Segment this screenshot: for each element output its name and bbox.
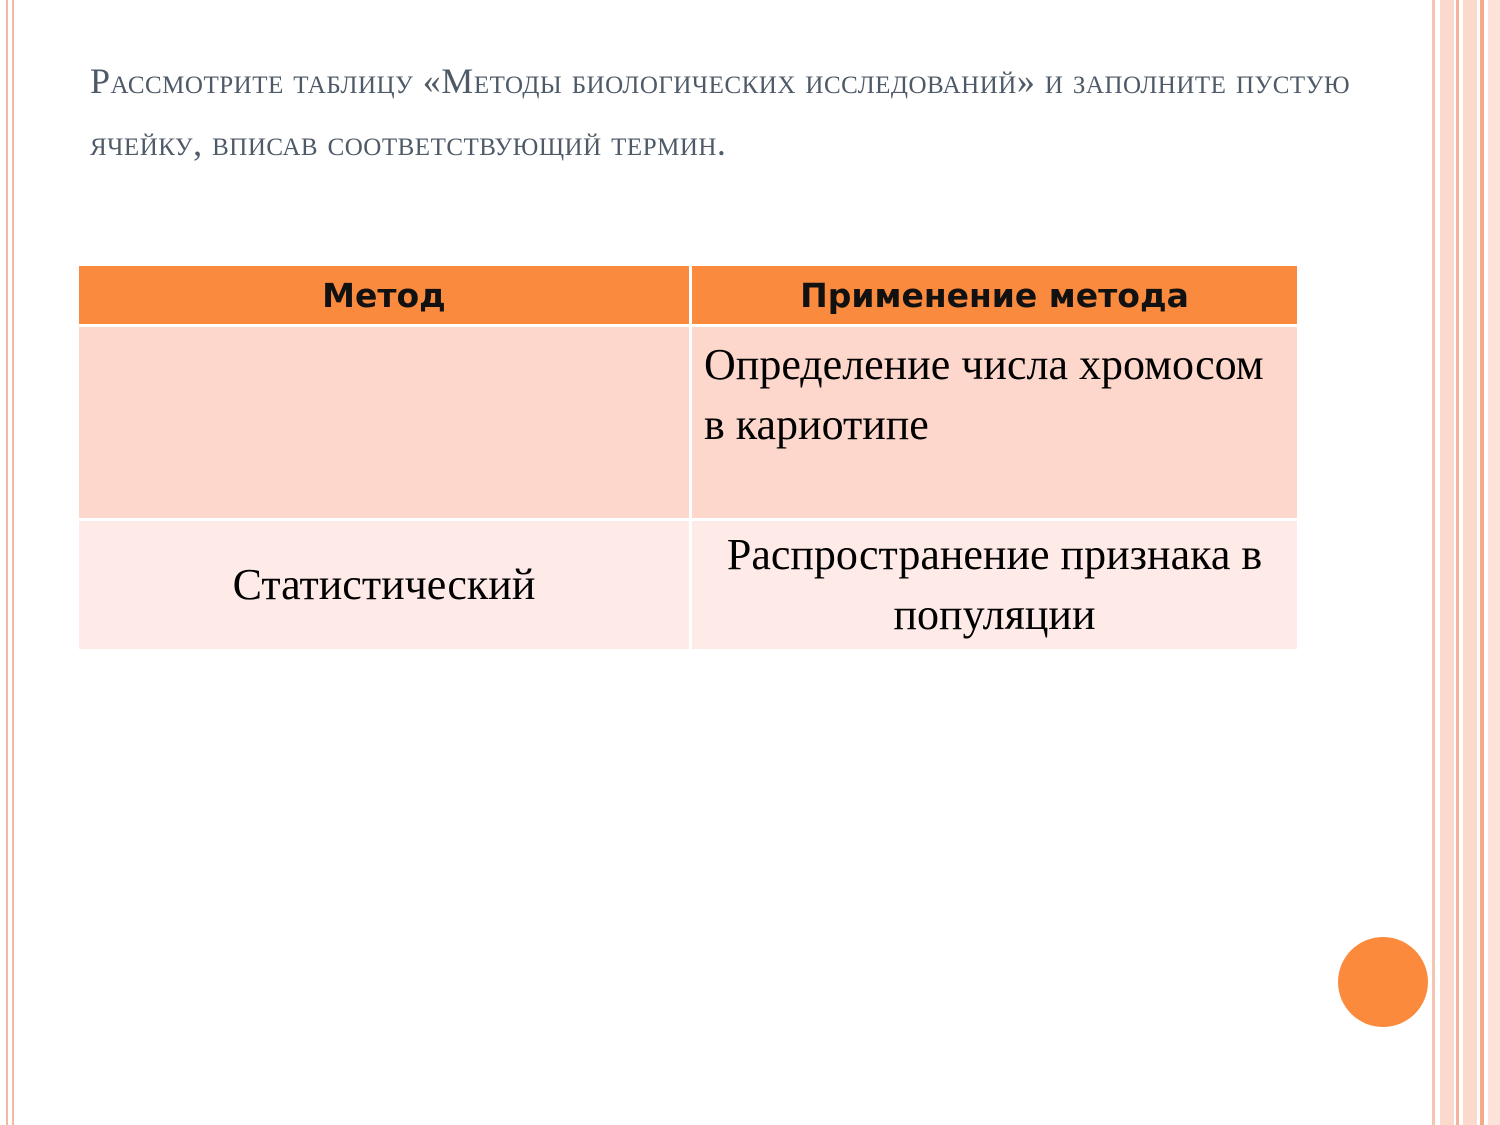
table-cell — [691, 520, 1299, 651]
stripe — [1456, 0, 1459, 1125]
table-row — [78, 520, 1299, 651]
cell-text: Распространение признака в популяции — [726, 530, 1263, 639]
decorative-circle — [1338, 937, 1428, 1027]
table-cell — [691, 326, 1299, 520]
table-cell — [78, 520, 691, 651]
cell-text: Определение числа хромосом в кариотипе — [704, 340, 1264, 449]
empty-method-cell[interactable] — [78, 326, 691, 520]
slide-title: Рассмотрите таблицу «Методы биологических исследований» и заполните пустую ячейку, вписав соответствующий термин. — [90, 61, 1351, 163]
methods-table — [76, 263, 1300, 652]
table-header-row — [78, 265, 1299, 326]
stripe — [1432, 0, 1435, 1125]
header-method: Метод — [78, 265, 691, 326]
stripe — [1440, 0, 1454, 1125]
header-application: Применение метода — [691, 265, 1299, 326]
stripe — [1480, 0, 1484, 1125]
table-row — [78, 326, 1299, 520]
right-stripes-decoration — [1432, 0, 1500, 1125]
cell-text: Статистический — [232, 560, 536, 609]
stripe — [1463, 0, 1477, 1125]
left-frame-decoration — [6, 0, 14, 1125]
stripe — [1488, 0, 1500, 1125]
